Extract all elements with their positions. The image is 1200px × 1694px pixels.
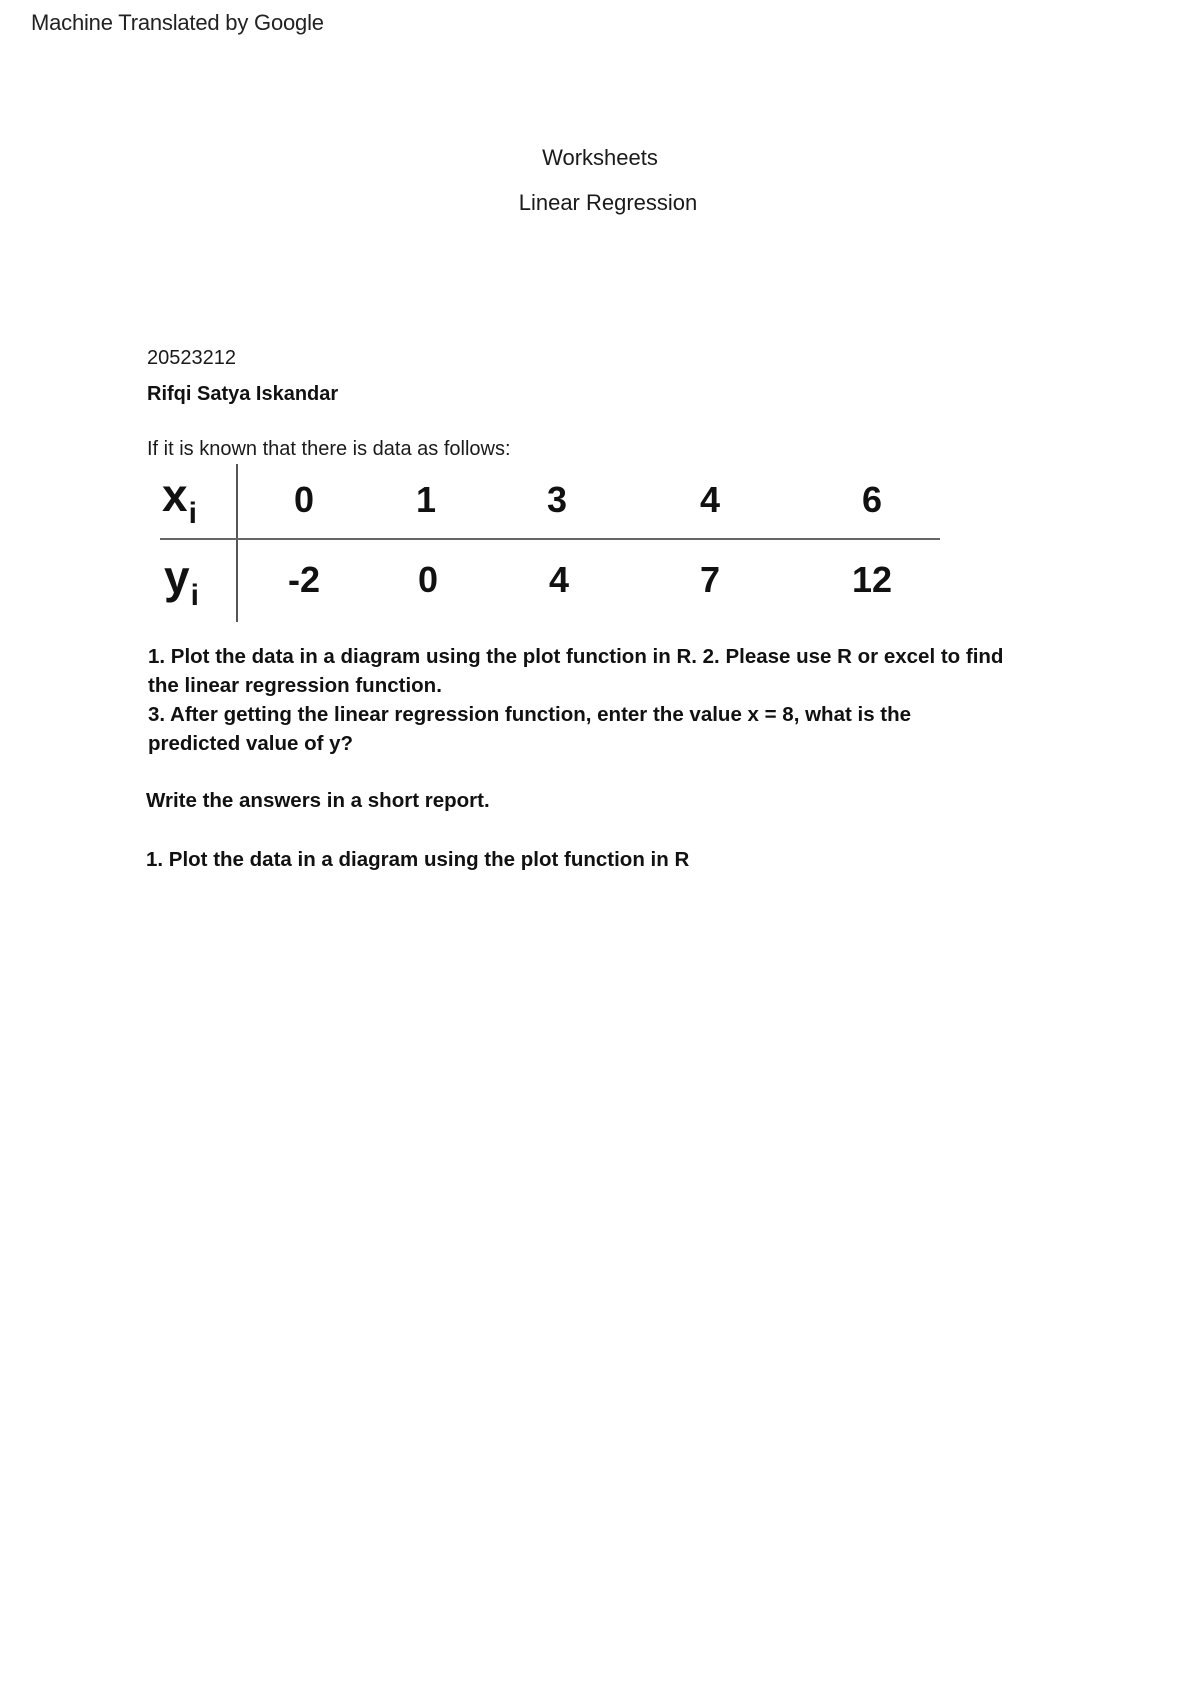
x-symbol: x — [162, 469, 188, 521]
x-value-cell: 1 — [415, 479, 437, 520]
student-id: 20523212 — [147, 347, 236, 369]
y-symbol: y — [164, 551, 190, 603]
y-value-cell: 4 — [548, 559, 570, 600]
x-value-cell: 6 — [861, 479, 883, 520]
y-value-cell: 12 — [851, 559, 893, 600]
table-vertical-divider — [236, 464, 238, 622]
student-name: Rifqi Satya Iskandar — [147, 383, 339, 405]
y-subscript: i — [190, 579, 199, 612]
worksheet-title: Worksheets — [542, 145, 658, 170]
question-3: 3. After getting the linear regression function, enter the value x = 8, what is the predicted value of y? — [148, 703, 912, 755]
x-subscript: i — [188, 497, 197, 530]
table-horizontal-divider — [160, 538, 940, 540]
intro-text: If it is known that there is data as follows: — [147, 438, 511, 460]
y-value-cell: 7 — [699, 559, 721, 600]
x-value-cell: 3 — [546, 479, 568, 520]
x-row-label — [162, 469, 197, 530]
y-row-label — [164, 551, 199, 612]
x-value-cell: 4 — [699, 479, 721, 520]
question-1-2: 1. Plot the data in a diagram using the plot function in R. 2. Please use R or excel to find the linear regression function. — [148, 645, 1004, 697]
answer-heading-1: 1. Plot the data in a diagram using the plot function in R — [146, 848, 690, 871]
machine-translation-notice: Machine Translated by Google — [31, 10, 324, 35]
y-value-cell: 0 — [417, 559, 439, 600]
data-table — [160, 462, 940, 622]
y-value-cell: -2 — [287, 559, 320, 600]
report-instruction: Write the answers in a short report. — [146, 789, 490, 812]
worksheet-subtitle: Linear Regression — [518, 190, 698, 215]
x-value-cell: 0 — [293, 479, 315, 520]
